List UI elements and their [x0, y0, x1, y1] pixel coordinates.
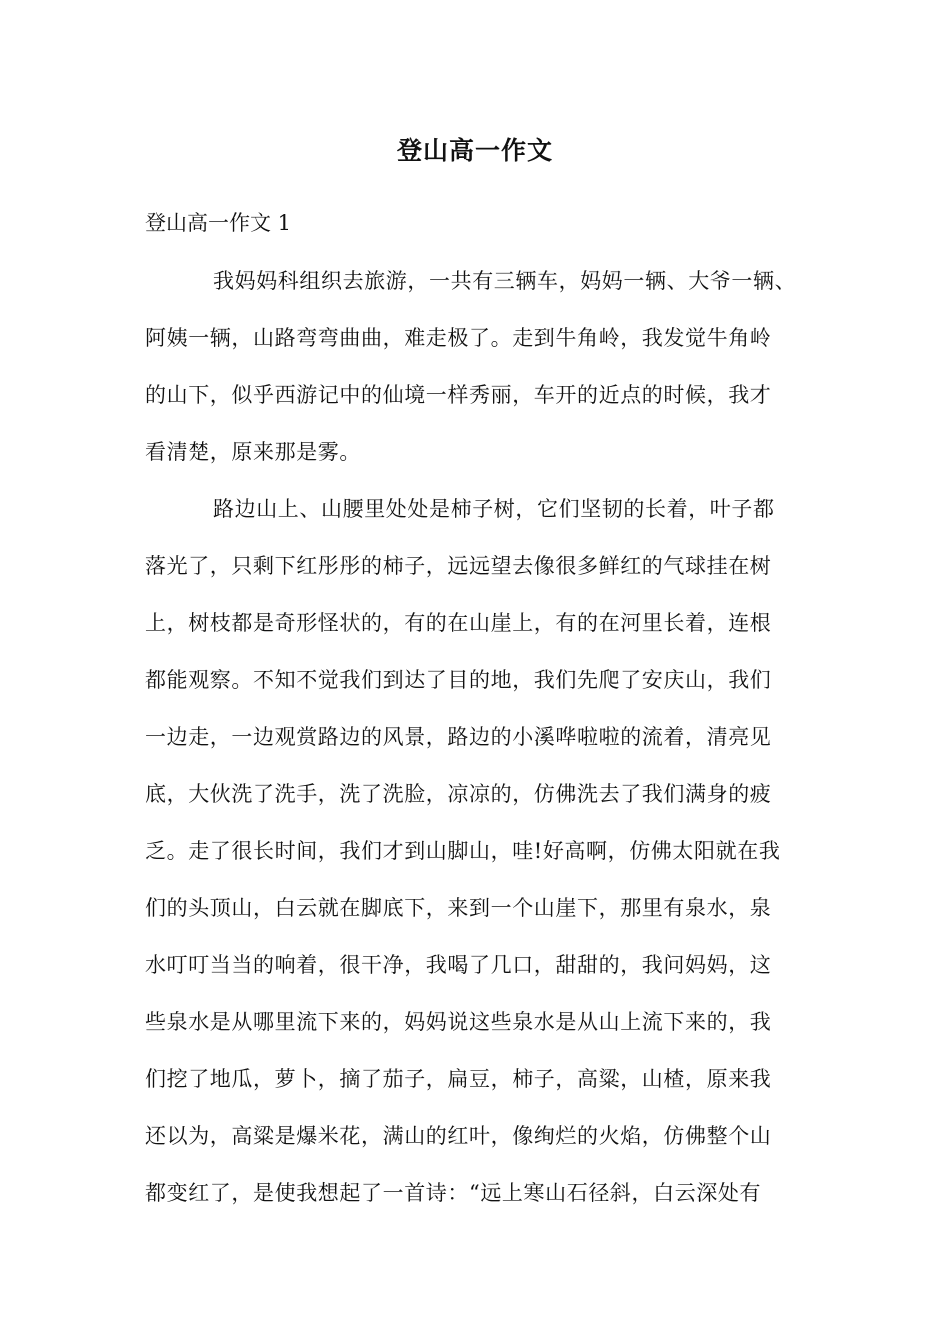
- paragraph-1-line-2: 阿姨一辆，山路弯弯曲曲，难走极了。走到牛角岭，我发觉牛角岭: [145, 326, 772, 350]
- essay-heading: 登山高一作文 1: [145, 211, 292, 235]
- paragraph-2-line-4: 都能观察。不知不觉我们到达了目的地，我们先爬了安庆山，我们: [145, 668, 772, 692]
- paragraph-2-line-8: 们的头顶山，白云就在脚底下，来到一个山崖下，那里有泉水，泉: [145, 896, 772, 920]
- paragraph-2-line-7: 乏。走了很长时间，我们才到山脚山，哇!好高啊，仿佛太阳就在我: [145, 839, 781, 863]
- document-title: 登山高一作文: [396, 136, 553, 165]
- paragraph-2-line-2: 落光了，只剩下红彤彤的柿子，远远望去像很多鲜红的气球挂在树: [145, 554, 772, 578]
- paragraph-2-line-12: 还以为，高粱是爆米花，满山的红叶，像绚烂的火焰，仿佛整个山: [145, 1124, 772, 1148]
- paragraph-2-line-13: 都变红了，是使我想起了一首诗：“远上寒山石径斜，白云深处有: [145, 1181, 762, 1205]
- paragraph-2-line-3: 上，树枝都是奇形怪状的，有的在山崖上，有的在河里长着，连根: [145, 611, 772, 635]
- paragraph-2-line-11: 们挖了地瓜，萝卜，摘了茄子，扁豆，柿子，高粱，山楂，原来我: [145, 1067, 772, 1091]
- paragraph-2-line-9: 水叮叮当当的响着，很干净，我喝了几口，甜甜的，我问妈妈，这: [145, 953, 772, 977]
- paragraph-1-line-4: 看清楚，原来那是雾。: [145, 440, 361, 464]
- paragraph-2-line-1: 路边山上、山腰里处处是柿子树，它们坚韧的长着，叶子都: [213, 497, 775, 521]
- paragraph-2-line-6: 底，大伙洗了洗手，洗了洗脸，凉凉的，仿佛洗去了我们满身的疲: [145, 782, 772, 806]
- paragraph-1-line-3: 的山下，似乎西游记中的仙境一样秀丽，车开的近点的时候，我才: [145, 383, 772, 407]
- paragraph-2-line-10: 些泉水是从哪里流下来的，妈妈说这些泉水是从山上流下来的，我: [145, 1010, 772, 1034]
- paragraph-1-line-1: 我妈妈科组织去旅游，一共有三辆车，妈妈一辆、大爷一辆、: [213, 269, 797, 293]
- paragraph-2-line-5: 一边走，一边观赏路边的风景，路边的小溪哗啦啦的流着，清亮见: [145, 725, 772, 749]
